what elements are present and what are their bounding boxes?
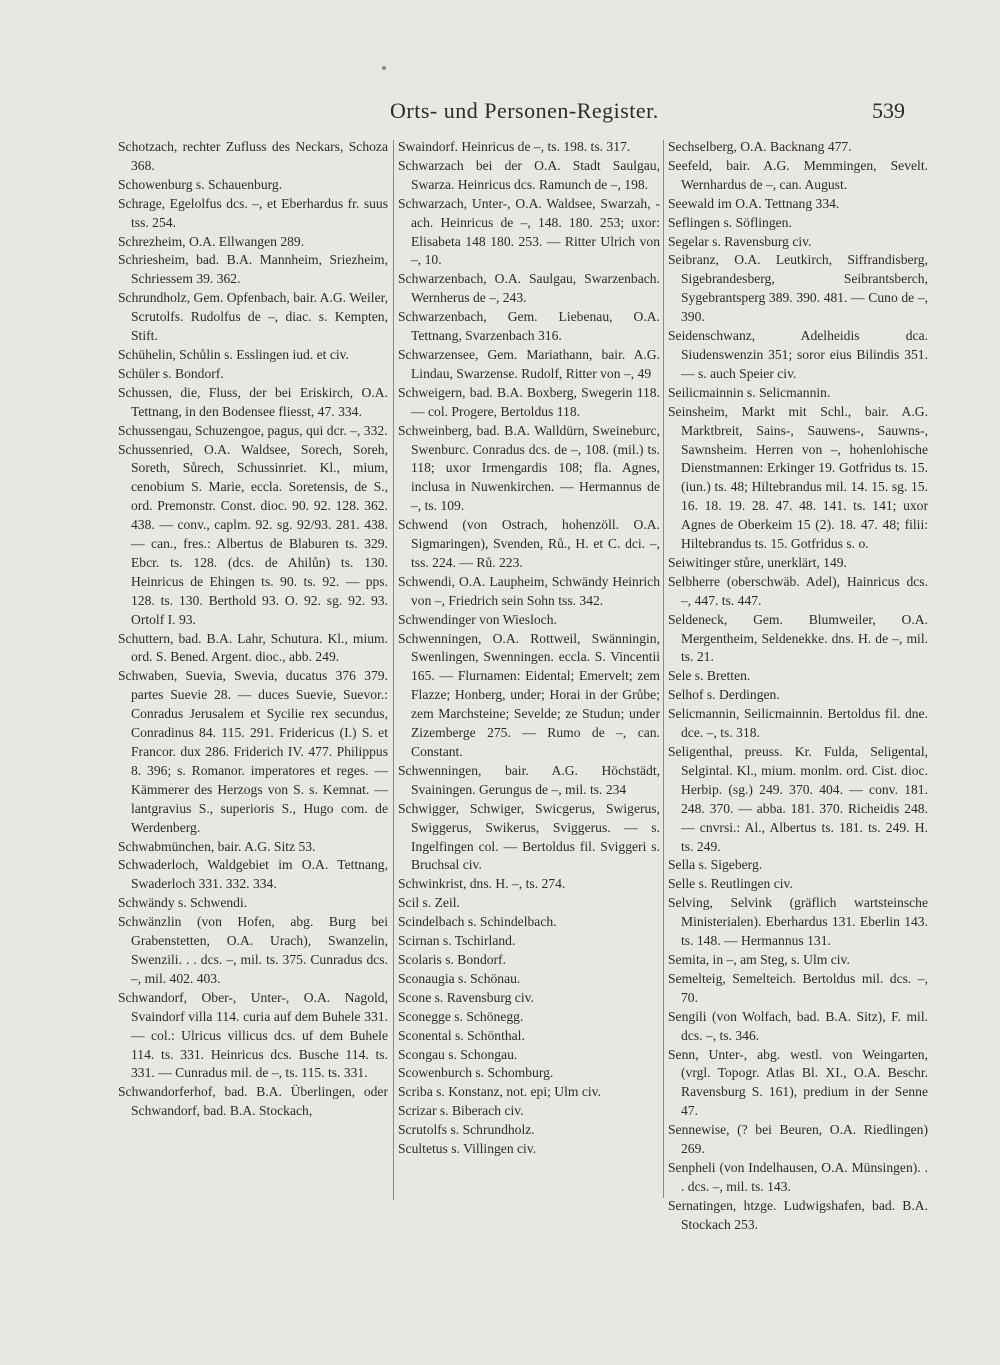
register-entry: Senn, Unter-, abg. westl. von Weingarten, (vrgl. Topogr. Atlas Bl. XI., O.A. Beschr. Ravensburg S. 161), predium in der Senne 47.: [668, 1046, 928, 1119]
register-entry: Schweigern, bad. B.A. Boxberg, Swegerin 118. — col. Progere, Bertoldus 118.: [398, 384, 660, 419]
register-entry: Schussen, die, Fluss, der bei Eriskirch, O.A. Tettnang, in den Bodensee fliesst, 47. 334.: [118, 384, 388, 419]
register-entry: Sconaugia s. Schönau.: [398, 970, 521, 986]
register-entry: Schwenningen, bair. A.G. Höchstädt, Svainingen. Gerungus de –, mil. ts. 234: [398, 762, 660, 797]
register-entry: Schwarzensee, Gem. Mariathann, bair. A.G. Lindau, Swarzense. Rudolf, Ritter von –, 49: [398, 346, 660, 381]
register-entry: Segelar s. Ravensburg civ.: [668, 233, 812, 249]
register-entry: Schwaben, Suevia, Swevia, ducatus 376 379. partes Suevie 28. — duces Suevie, Suevor.: Conradus Jerusalem et Sycilie rex secundus, Conradinus 84. 115. 291. Fridericus (I.) S. et Francor. dux 286. Friderich IV. 477. Philippus 8. 396; s. Romanor. imperatores et reges. — Kämmerer des Herzogs von S. s. Kemnat. — lantgravius S., superioris S., Hugo com. de Werdenberg.: [118, 668, 388, 835]
register-entry: Schwarzenbach, Gem. Liebenau, O.A. Tettnang, Svarzenbach 316.: [398, 309, 660, 344]
register-entry: Schwendi, O.A. Laupheim, Schwändy Heinrich von –, Friedrich sein Sohn tss. 342.: [398, 573, 660, 608]
register-entry: Schwarzach, Unter-, O.A. Waldsee, Swarzah, -ach. Heinricus de –, 148. 180. 253; uxor: Elisabeta 148 180. 253. — Ritter Ulrich von –, 10.: [398, 195, 660, 268]
register-entry: Scone s. Ravensburg civ.: [398, 989, 534, 1005]
register-entry: Schriesheim, bad. B.A. Mannheim, Sriezheim, Schriessem 39. 362.: [118, 252, 388, 287]
register-entry: Schwabmünchen, bair. A.G. Sitz 53.: [118, 838, 316, 854]
register-entry: Scirnan s. Tschirland.: [398, 933, 516, 949]
register-entry: Selicmannin, Seilicmainnin. Bertoldus fil. dne. dce. –, ts. 318.: [668, 706, 928, 741]
register-entry: Schwigger, Schwiger, Swicgerus, Swigerus, Swiggerus, Swikerus, Sviggerus. — s. Ingelfingen col. — Bertoldus fil. Sviggeri s. Bruchsal civ.: [398, 800, 660, 873]
register-entry: Seibranz, O.A. Leutkirch, Siffrandisberg, Sigebrandesberg, Seibrantsberch, Sygebrantsperg 389. 390. 481. — Cuno de –, 390.: [668, 252, 928, 325]
register-entry: Seflingen s. Söflingen.: [668, 214, 792, 230]
register-entry: Schrundholz, Gem. Opfenbach, bair. A.G. Weiler, Scrutolfs. Rudolfus de –, diac. s. Kempten, Stift.: [118, 290, 388, 344]
register-entry: Scultetus s. Villingen civ.: [398, 1141, 537, 1157]
register-entry: Scowenburch s. Schomburg.: [398, 1065, 554, 1081]
register-entry: Scriba s. Konstanz, not. epi; Ulm civ.: [398, 1084, 601, 1100]
register-column-3: [668, 138, 928, 1235]
column-divider: [663, 140, 664, 1198]
register-entry: Schwänzlin (von Hofen, abg. Burg bei Grabenstetten, O.A. Urach), Swanzelin, Swenzili. . . dcs. –, mil. ts. 375. Cunradus dcs. –, mil. 402. 403.: [118, 914, 388, 986]
register-entry: Selhof s. Derdingen.: [668, 687, 780, 703]
register-entry: Scil s. Zeil.: [398, 895, 460, 911]
register-entry: Scolaris s. Bondorf.: [398, 951, 506, 967]
register-entry: Seldeneck, Gem. Blumweiler, O.A. Mergentheim, Seldenekke. dns. H. de –, mil. ts. 21.: [668, 611, 928, 665]
register-entry: Sernatingen, htzge. Ludwigshafen, bad. B.A. Stockach 253.: [668, 1197, 928, 1232]
register-entry: Sele s. Bretten.: [668, 668, 751, 684]
register-entry: Semita, in –, am Steg, s. Ulm civ.: [668, 951, 850, 967]
register-entry: Selbherre (oberschwäb. Adel), Hainricus dcs. –, 447. ts. 447.: [668, 573, 928, 608]
register-entry: Schwendinger von Wiesloch.: [398, 611, 557, 627]
register-entry: Scongau s. Schongau.: [398, 1046, 518, 1062]
register-entry: Sconental s. Schönthal.: [398, 1027, 525, 1043]
register-entry: Sconegge s. Schönegg.: [398, 1008, 524, 1024]
register-entry: Seiwitinger stůre, unerklärt, 149.: [668, 554, 847, 570]
register-entry: Schwenningen, O.A. Rottweil, Swänningin, Swenlingen, Swenningen. eccla. S. Vincentii 165. — Flurnamen: Eidental; Emervelt; zem Flazze; Honberg, under; Horai in der Grůbe; zem Marchsteine; Sevelde; ze Studun; under Zizemberge 275. — Rumo de –, can. Constant.: [398, 630, 660, 759]
page-number: 539: [872, 98, 905, 123]
register-entry: Schüler s. Bondorf.: [118, 365, 224, 381]
register-entry: Semelteig, Semelteich. Bertoldus mil. dcs. –, 70.: [668, 970, 928, 1005]
register-entry: Sengili (von Wolfach, bad. B.A. Sitz), F. mil. dcs. –, ts. 346.: [668, 1008, 928, 1043]
register-column-1: [118, 138, 388, 1121]
register-entry: Schrezheim, O.A. Ellwangen 289.: [118, 233, 305, 249]
register-entry: Senpheli (von Indelhausen, O.A. Münsingen). . . dcs. –, mil. ts. 143.: [668, 1159, 928, 1194]
register-entry: Schotzach, rechter Zufluss des Neckars, Schoza 368.: [118, 139, 388, 173]
register-entry: Seewald im O.A. Tettnang 334.: [668, 195, 840, 211]
register-entry: Schwinkrist, dns. H. –, ts. 274.: [398, 876, 566, 892]
register-entry: Schweinberg, bad. B.A. Walldürn, Sweineburc, Swenburc. Conradus dcs. de –, 108. (mil.) ts. 118; uxor Irmengardis 108; fla. Agnes, inclusa in Nuwenkirchen. — Hermannus de –, ts. 109.: [398, 422, 660, 514]
register-entry: Scindelbach s. Schindelbach.: [398, 914, 557, 930]
register-entry: Seinsheim, Markt mit Schl., bair. A.G. Marktbreit, Sains-, Sauwens-, Sauwns-, Sawnsheim. Herren von –, hohenlohische Dienstmannen: Erkinger 19. Gotfridus ts. 15. (iun.) ts. 48; Hiltebrandus mil. 14. 15. sg. 15. 16. 18. 19. 28. 47. 48. 141. ts. 141; uxor Agnes de Oberkeim 15 (2). 18. 47. 48; filii: Hiltebrandus ts. 15. Gotfridus s. o.: [668, 403, 928, 552]
column-divider: [393, 140, 394, 1200]
register-entry: Schowenburg s. Schauenburg.: [118, 176, 283, 192]
register-entry: Sennewise, (? bei Beuren, O.A. Riedlingen) 269.: [668, 1122, 928, 1157]
register-entry: Seilicmainnin s. Selicmannin.: [668, 384, 831, 400]
register-entry: Schwandorf, Ober-, Unter-, O.A. Nagold, Svaindorf villa 114. curia auf dem Buhele 331. — col.: Ulricus villicus dcs. uf dem Buhele 114. ts. 331. Heinricus dcs. Busche 114. ts. 331. — Cunradus mil. de –, ts. 115. ts. 331.: [118, 989, 388, 1081]
register-entry: Scrizar s. Biberach civ.: [398, 1103, 524, 1119]
register-entry: Schwandorferhof, bad. B.A. Überlingen, oder Schwandorf, bad. B.A. Stockach,: [118, 1084, 388, 1119]
register-entry: Schwarzach bei der O.A. Stadt Saulgau, Swarza. Heinricus dcs. Ramunch de –, 198.: [398, 157, 660, 192]
register-entry: Swaindorf. Heinricus de –, ts. 198. ts. 317.: [398, 139, 631, 154]
register-entry: Scrutolfs s. Schrundholz.: [398, 1122, 535, 1138]
register-entry: Schuttern, bad. B.A. Lahr, Schutura. Kl., mium. ord. S. Bened. Argent. dioc., abb. 249.: [118, 630, 388, 665]
register-entry: Seefeld, bair. A.G. Memmingen, Sevelt. Wernhardus de –, can. August.: [668, 157, 928, 192]
register-entry: Seidenschwanz, Adelheidis dca. Siudenswenzin 351; soror eius Bilindis 351. — s. auch Speier civ.: [668, 328, 928, 381]
register-entry: Selle s. Reutlingen civ.: [668, 876, 793, 892]
page-speck: [382, 66, 386, 70]
register-entry: Schwarzenbach, O.A. Saulgau, Swarzenbach. Wernherus de –, 243.: [398, 271, 660, 306]
register-entry: Schühelin, Schůlin s. Esslingen iud. et civ.: [118, 346, 349, 362]
register-entry: Schwend (von Ostrach, hohenzöll. O.A. Sigmaringen), Svenden, Rů., H. et C. dci. –, tss. 224. — Rů. 223.: [398, 517, 660, 570]
register-entry: Sechselberg, O.A. Backnang 477.: [668, 139, 852, 154]
register-entry: Schrage, Egelolfus dcs. –, et Eberhardus fr. suus tss. 254.: [118, 195, 388, 230]
register-entry: Sella s. Sigeberg.: [668, 857, 763, 873]
register-entry: Selving, Selvink (gräflich wartsteinsche Ministerialen). Eberhardus 131. Eberlin 143. ts. 148. — Hermannus 131.: [668, 895, 928, 949]
register-entry: Schussengau, Schuzengoe, pagus, qui dcr. –, 332.: [118, 422, 388, 438]
register-entry: Schwaderloch, Waldgebiet im O.A. Tettnang, Swaderloch 331. 332. 334.: [118, 857, 388, 892]
register-entry: Schwändy s. Schwendi.: [118, 895, 248, 911]
running-title: Orts- und Personen-Register.: [390, 98, 659, 123]
register-entry: Schussenried, O.A. Waldsee, Sorech, Soreh, Soreth, Sůrech, Schussinriet. Kl., mium, cenobium S. Marie, eccla. Soretensis, de S., ord. Premonstr. Const. dioc. 90. 92. 128. 362. 438. — conv., caplm. 92. sg. 92/93. 281. 438. — can., fres.: Albertus de Blaburen ts. 329. Ebcr. ts. 128. (dcs. de Ahilůn) ts. 130. Heinricus de Ehingen ts. 90. ts. 92. — pps. 128. ts. 130. Berthold 93. O. 92. sg. 92. 93. Ortolf I. 93.: [118, 441, 388, 627]
running-head: [0, 98, 1000, 126]
register-column-2: [398, 138, 660, 1159]
register-entry: Seligenthal, preuss. Kr. Fulda, Seligental, Selgintal. Kl., mium. monlm. ord. Cist. dioc. Herbip. (sg.) 249. 370. 404. — conv. 181. 248. 370. — abba. 181. 370. Richeidis 248. — cnvrsi.: Al., Albertus ts. 181. ts. 249. H. ts. 249.: [668, 744, 928, 854]
